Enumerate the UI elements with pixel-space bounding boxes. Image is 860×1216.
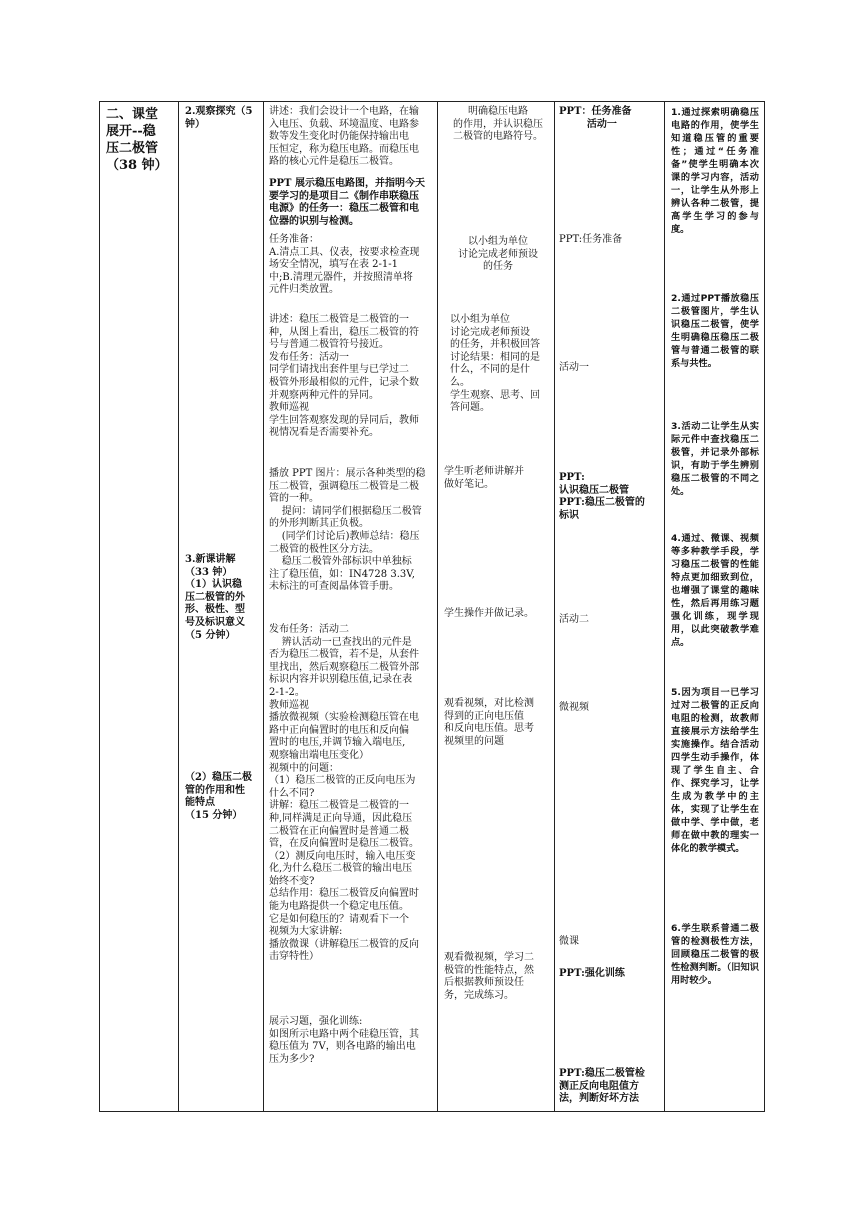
media-2: PPT:任务准备 [559, 234, 623, 245]
student-activity-4: 学生听老师讲解并 做好笔记。 [444, 466, 524, 490]
student-activity-5: 学生操作并做记录。 [444, 608, 534, 619]
teacher-narration: 讲述：我们会设计一个电路，在输 入电压、负载、环境温度、电路参 数等发生变化时仍能保持输出电 压恒定，称为稳压电路。而稳压电 路的核心元件是稳压二极管。 [269, 106, 419, 168]
media-9: PPT:稳压二极管检 测正反向电阻值方 法，判断好坏方法 [559, 1068, 645, 1105]
student-activity-2: 以小组为单位 讨论完成老师预设 的任务 [458, 236, 538, 273]
media-3: 活动一 [559, 362, 589, 373]
intent-1: 1.通过探索明确稳压电路的作用，使学生知道稳压管的重要性；通过“任务准备”使学生明确本次课的学习内容，活动一，让学生从外形上辨认各种二极管，提高学生学习的参与度。 [671, 107, 759, 235]
teacher-exercise: 展示习题，强化训练: 如图所示电路中两个硅稳压管，其 稳压值为 7V，则各电路的输出电 压为多少? [269, 1016, 419, 1065]
media-8: PPT:强化训练 [559, 968, 625, 979]
column-divider [263, 102, 264, 1111]
student-activity-6: 观看视频，对比检测 得到的正向电压值 和反向电压值。思考 视频里的问题 [444, 698, 534, 747]
teacher-ppt-images: 播放 PPT 图片：展示各种类型的稳 压二极管，强调稳压二极管是二极 管的一种。 提问：请同学们根据稳压二极管 的外形判断其正负极。 (同学们讨论后)教师总结：稳压 二极管的极性区分方法。 稳压二极管外部标识中单独标 注了稳压值，如：IN4728 3.3V, 未标注的可查阅晶体管手册。 [269, 468, 426, 593]
media-7: 微课 [559, 936, 579, 947]
intent-3: 3.活动二让学生从实际元件中查找稳压二极管，并记录外部标识，有助于学生辨别稳压二极管的不同之处。 [671, 421, 759, 497]
media-5: 活动二 [559, 614, 589, 625]
section-function: （2）稳压二极 管的作用和性 能特点 （15 分钟） [185, 772, 252, 821]
section-observe: 2.观察探究（5 钟） [185, 106, 253, 130]
student-activity-1: 明确稳压电路 的作用，并认识稳压 二极管的电路符号。 [453, 106, 543, 143]
student-activity-7: 观看微视频，学习二 极管的性能特点，然 后根据教师预设任 务，完成练习。 [444, 952, 534, 1001]
stage-title: 二、课堂 展开--稳 压二极管 （38 钟） [106, 107, 168, 173]
column-divider [437, 102, 438, 1111]
media-6: 微视频 [559, 702, 589, 713]
intent-5: 5.因为项目一已学习过对二极管的正反向电阻的检测，故教师直接展示方法给学生实施操作。结合活动四学生动手操作，体现了学生自主、合作、探究学习，让学生成为教学中的主体，实现了让学生在做中学、学中做，老师在做中教的理实一体化的教学模式。 [671, 687, 759, 854]
teacher-activity-two: 发布任务：活动二 辨认活动一已查找出的元件是 否为稳压二极管，若不是，从套件 里找出，然后观察稳压二极管外部 标识内容并识别稳压值,记录在表 2-1-2。 教师巡视 播放微视频（实验检测稳压管在电 路中正向偏置时的电压和反向偏 置时的电压,并调节输入端电压, 观察输出端电压变化） 视频中的问题： （1）稳压二极管的正反向电压为 什么不同? 讲解：稳压二极管是二极管的一 种,同样满足正向导通，因此稳压 二极管在正向偏置时是普通二极 管，在反向偏置时是稳压二极管。 （2）测反向电压时，输入电压变 化,为什么稳压二极管的输出电压 始终不变? 总结作用：稳压二极管反向偏置时 能为电路提供一个稳定电压值。 它是如何稳压的？请观看下一个 视频为大家讲解: 播放微课（讲解稳压二极管的反向 击穿特性） [269, 624, 419, 963]
teacher-ppt-show: PPT 展示稳压电路图，并指明今天 要学习的是项目二《制作串联稳压 电源》的任务一：稳压二极管和电 位器的识别与检测。 [269, 178, 425, 227]
media-4: PPT: 认识稳压二极管 PPT:稳压二极管的 标识 [559, 472, 645, 521]
intent-6: 6.学生联系普通二极管的检测极性方法，回顾稳压二极管的极性检测判断。（旧知识用时较少。 [671, 923, 759, 986]
media-1: PPT：任务准备 活动一 [559, 106, 632, 130]
intent-2: 2.通过PPT播放稳压二极管图片，学生认识稳压二极管，使学生明确稳压稳压二极管与普通二极管的联系与共性。 [671, 293, 759, 369]
column-divider [664, 102, 665, 1111]
teacher-task-prep: 任务准备： A.清点工具、仪表，按要求检查现 场安全情况，填写在表 2-1-1 中;B.清理元器件，并按照清单将 元件归类放置。 [269, 234, 420, 296]
teacher-activity-one: 讲述：稳压二极管是二极管的一 种，从图上看出，稳压二极管的符 号与普通二极管符号接近。 发布任务：活动一 同学们请找出套件里与已学过二 极管外形最相似的元件，记录个数 并观察两种元件的异同。 教师巡视 学生回答观察发现的异同后，教师 视情况看是否需要补充。 [269, 314, 419, 439]
student-activity-3: 以小组为单位 讨论完成老师预设 的任务，并积极回答 讨论结果：相同的是 什么，不同的是什 么。 学生观察、思考、回 答问题。 [450, 314, 540, 414]
intent-4: 4.通过、微课、视频等多种教学手段，学习稳压二极管的性能特点更加细致到位，也增强了课堂的趣味性，然后再用练习题强化训练，现学现用，以此突破教学难点。 [671, 533, 759, 648]
section-new-lesson: 3.新课讲解 （33 钟） （1）认识稳 压二极管的外 形、极性、型 号及标识意义 （5 分钟） [185, 554, 245, 641]
column-divider [554, 102, 555, 1111]
lesson-plan-table [99, 101, 765, 1112]
column-divider [178, 102, 179, 1111]
